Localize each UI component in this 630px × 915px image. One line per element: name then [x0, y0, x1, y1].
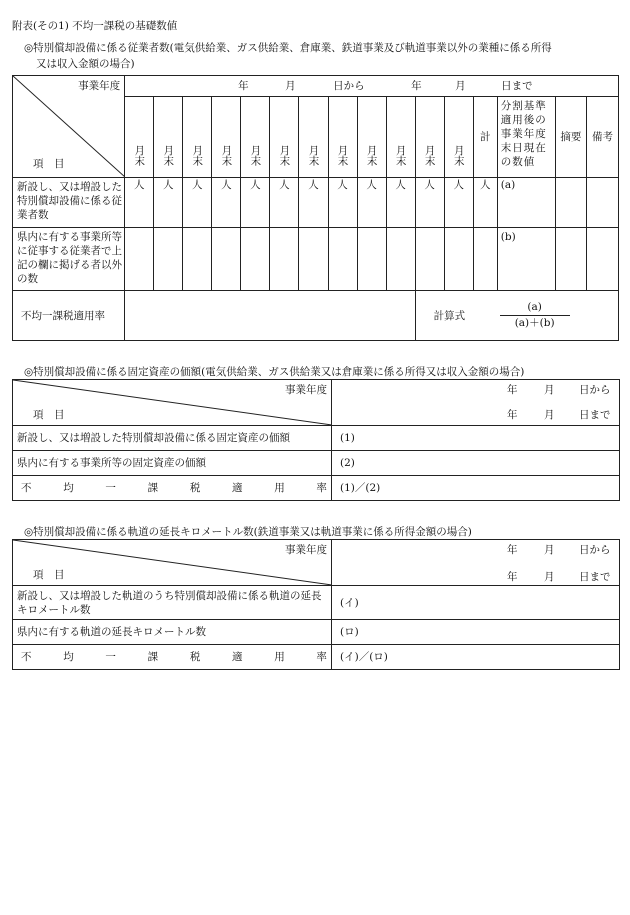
value-cell[interactable]	[270, 228, 299, 291]
total-header: 計	[473, 97, 497, 178]
fiscal-year-label: 事業年度	[78, 80, 121, 92]
unit-cell[interactable]: 人	[328, 178, 357, 228]
value-cell[interactable]	[125, 228, 154, 291]
mark-a-cell[interactable]: (a)	[497, 178, 555, 228]
uneven-tax-rate-label: 不 均 一 課 税 適 用 率	[13, 476, 332, 501]
unit-cell[interactable]: 人	[270, 178, 299, 228]
uneven-tax-rate-label: 不均一課税適用率	[13, 291, 125, 341]
value-cell[interactable]	[415, 228, 444, 291]
unit-cell[interactable]: 人	[212, 178, 241, 228]
value-cell[interactable]	[299, 228, 328, 291]
row-new-facility-asset-label: 新設し、又は増設した特別償却設備に係る固定資産の価額	[13, 426, 332, 451]
fixed-asset-table	[12, 379, 620, 501]
item-label: 項 目	[33, 569, 65, 581]
section1-heading: ◎特別償却設備に係る従業者数(電気供給業、ガス供給業、倉庫業、鉄道事業及び軌道事業以外の業種に係る所得	[24, 42, 552, 54]
value-cell[interactable]	[473, 228, 497, 291]
mark-2-cell[interactable]: (2)	[332, 451, 620, 476]
unit-cell[interactable]: 人	[183, 178, 212, 228]
section3-heading: ◎特別償却設備に係る軌道の延長キロメートル数(鉄道事業又は軌道事業に係る所得金額の場合)	[24, 526, 472, 538]
formula-label: 計算式	[433, 309, 466, 322]
mark-i-cell[interactable]: (イ)	[332, 586, 620, 620]
document-title: 附表(その1) 不均一課税の基礎数値	[12, 20, 178, 32]
notes-header: 備考	[586, 97, 618, 178]
formula-cell	[415, 291, 618, 341]
fiscal-period-cell: 年 月 日から 年 月 日まで	[125, 76, 619, 97]
split-basis-header: 分割基準適用後の事業年度末日現在の数値	[497, 97, 555, 178]
unit-cell[interactable]: 人	[415, 178, 444, 228]
section1-heading-cont: 又は収入金額の場合)	[36, 58, 135, 70]
month-end-col-2: 月末	[154, 97, 183, 178]
month-end-col-6: 月末	[270, 97, 299, 178]
unit-cell[interactable]: 人	[154, 178, 183, 228]
formula-fraction	[500, 300, 570, 330]
row-new-facility-employees-label: 新設し、又は増設した特別償却設備に係る従業者数	[13, 178, 125, 228]
row-other-employees-label: 県内に有する事業所等に従事する従業者で上記の欄に掲げる者以外の数	[13, 228, 125, 291]
rate-formula-cell[interactable]: (1)／(2)	[332, 476, 620, 501]
month-end-col-5: 月末	[241, 97, 270, 178]
remarks-cell[interactable]	[555, 228, 586, 291]
month-end-col-8: 月末	[328, 97, 357, 178]
unit-cell[interactable]: 人	[357, 178, 386, 228]
rate-blank-cell	[125, 291, 415, 341]
remarks-header: 摘要	[555, 97, 586, 178]
value-cell[interactable]	[212, 228, 241, 291]
employee-count-table	[12, 75, 619, 341]
month-end-col-4: 月末	[212, 97, 241, 178]
unit-cell[interactable]: 人	[473, 178, 497, 228]
value-cell[interactable]	[183, 228, 212, 291]
value-cell[interactable]	[386, 228, 415, 291]
section1-corner-cell	[13, 76, 125, 178]
unit-cell[interactable]: 人	[125, 178, 154, 228]
uneven-tax-rate-label: 不 均 一 課 税 適 用 率	[13, 645, 332, 670]
fiscal-period-cell: 年 月 日から 年 月 日まで	[332, 380, 620, 426]
remarks-cell[interactable]	[555, 178, 586, 228]
notes-cell[interactable]	[586, 178, 618, 228]
mark-1-cell[interactable]: (1)	[332, 426, 620, 451]
row-prefecture-track-length-label: 県内に有する軌道の延長キロメートル数	[13, 620, 332, 645]
unit-cell[interactable]: 人	[241, 178, 270, 228]
value-cell[interactable]	[241, 228, 270, 291]
value-cell[interactable]	[154, 228, 183, 291]
value-cell[interactable]	[328, 228, 357, 291]
rate-formula-cell[interactable]: (イ)／(ロ)	[332, 645, 620, 670]
mark-ro-cell[interactable]: (ロ)	[332, 620, 620, 645]
item-label: 項 目	[33, 158, 65, 170]
month-end-col-12: 月末	[444, 97, 473, 178]
section3-corner-cell	[13, 540, 332, 586]
value-cell[interactable]	[357, 228, 386, 291]
notes-cell[interactable]	[586, 228, 618, 291]
item-label: 項 目	[33, 409, 65, 421]
unit-cell[interactable]: 人	[299, 178, 328, 228]
month-end-col-11: 月末	[415, 97, 444, 178]
fiscal-year-label: 事業年度	[285, 544, 327, 556]
track-length-table	[12, 539, 620, 670]
fiscal-period-cell: 年 月 日から 年 月 日まで	[332, 540, 620, 586]
row-new-track-length-label: 新設し、又は増設した軌道のうち特別償却設備に係る軌道の延長キロメートル数	[13, 586, 332, 620]
mark-b-cell[interactable]: (b)	[497, 228, 555, 291]
month-end-col-9: 月末	[357, 97, 386, 178]
unit-cell[interactable]: 人	[386, 178, 415, 228]
month-end-col-1: 月末	[125, 97, 154, 178]
section2-heading: ◎特別償却設備に係る固定資産の価額(電気供給業、ガス供給業又は倉庫業に係る所得又は収入金額の場合)	[24, 366, 525, 378]
month-end-col-3: 月末	[183, 97, 212, 178]
month-end-col-10: 月末	[386, 97, 415, 178]
formula-denominator: (a)＋(b)	[500, 315, 570, 330]
formula-numerator: (a)	[527, 300, 542, 313]
unit-cell[interactable]: 人	[444, 178, 473, 228]
row-prefecture-asset-label: 県内に有する事業所等の固定資産の価額	[13, 451, 332, 476]
month-end-col-7: 月末	[299, 97, 328, 178]
value-cell[interactable]	[444, 228, 473, 291]
section2-corner-cell	[13, 380, 332, 426]
fiscal-year-label: 事業年度	[285, 384, 327, 396]
